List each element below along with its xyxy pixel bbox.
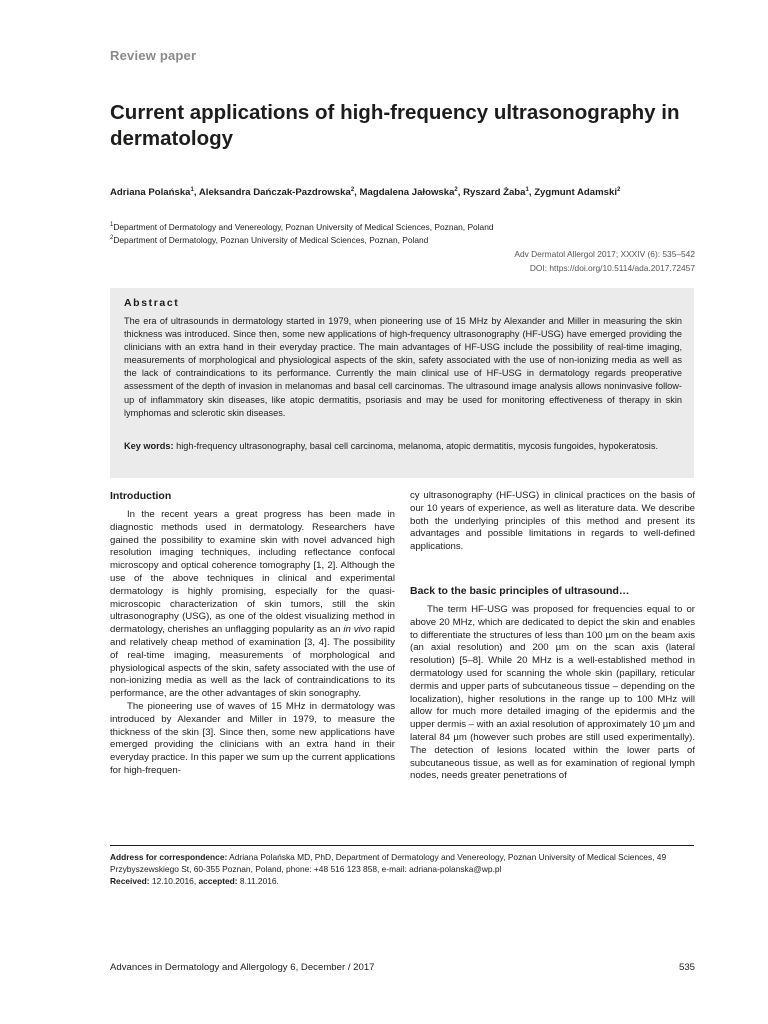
section-heading-principles: Back to the basic principles of ultrasound…	[410, 585, 630, 597]
footer-journal: Advances in Dermatology and Allergology 6, December / 2017	[110, 962, 375, 973]
paragraph-text: In the recent years a great progress has been made in diagnostic methods used in dermatology. Researchers have gained the possibility to examine skin with novel advanced high resolution imaging techniques, including reflectance confocal microscopy and optical coherence tomography [1, 2]. Although the use of the above techniques in clinical and experimental dermatology is highly promising, especially for the quasi-microscopic characterization of skin tumors, still the skin ultrasonography (USG), as one of the oldest visualizing method in dermatology, cherishes an unflagging popularity as an	[110, 509, 395, 636]
author-affiliation-mark: 2	[454, 186, 458, 193]
paragraph: cy ultrasonography (HF-USG) in clinical practices on the basis of our 10 years of experience, as well as literature data. We describe both the underlying principles of this method and present its advantages and possible limitations in regards to well-defined applications.	[410, 490, 695, 553]
affiliation	[110, 222, 494, 232]
affiliation	[110, 235, 428, 245]
author-name: Adriana Polańska	[110, 187, 191, 198]
doi-link[interactable]: DOI: https://doi.org/10.5114/ada.2017.72457	[529, 263, 695, 273]
keywords	[124, 440, 682, 453]
abstract-text: The era of ultrasounds in dermatology started in 1979, when pioneering use of 15 MHz by Alexander and Miller in measuring the skin thickness was introduced. Since then, some new applications of high-frequency ultrasonography (HF-USG) have emerged providing the clinicians with an extra hand in their everyday practice. The main advantages of HF-USG include the possibility of real-time imaging, measurements of morphological and physiological aspects of the skin, safety associated with the use of non-ionizing media as well as the lack of contraindications to its performance. Currently the main clinical use of HF-USG in dermatology regards preoperative assessment of the depth of invasion in melanomas and basal cell carcinomas. The ultrasound image analysis allows noninvasive follow-up of inflammatory skin diseases, like atopic dermatitis, psoriasis and may be used for monitoring effectiveness of therapy in skin lymphomas and sclerotic skin diseases.	[124, 316, 682, 418]
author-affiliation-mark: 2	[617, 186, 621, 193]
received-date: 12.10.2016,	[151, 876, 197, 886]
introduction-continuation	[410, 490, 695, 554]
accepted-date: 8.11.2016.	[239, 876, 279, 886]
introduction-body	[110, 509, 395, 778]
author-list: Adriana Polańska$^1$, Aleksandra Dańczak-Pazdrowska$^2$, Magdalena Jałowska$^2$, Ryszard Żaba$^1$, Zygmunt Adamski$^2$	[110, 186, 621, 198]
correspondence-block	[110, 851, 694, 887]
correspondence-text: Adriana Polańska MD, PhD, Department of Dermatology and Venereology, Poznan University of Medical Sciences, 49 Przybyszewskiego St, 60-355 Poznan, Poland, phone: +48 516 123 858, e-mail: adriana-polanska@wp.pl	[110, 852, 667, 874]
paragraph: The term HF-USG was proposed for frequencies equal to or above 20 MHz, which are dedicated to depict the skin and enables to differentiate the structures of less than 100 µm on the beam axis (an axial resolution) and 200 µm on the scan axis (lateral resolution) [5–8]. While 20 MHz is a well-established method in dermatology used for scanning the whole skin (papillary, reticular dermis and upper parts of subcutaneous tissue – depending on the localization), higher resolutions in the range up to 100 MHz will allow for much more detailed imaging of the epidermis and the upper dermis – with an axial resolution of approximately 10 µm and lateral 84 µm (however such probes are still used experimentally). The detection of lesions located within the lower parts of subcutaneous tissue, as well as for examination of regional lymph nodes, needs greater penetrations of	[410, 604, 695, 782]
article-title: Current applications of high-frequency ultrasonography in dermatology	[110, 101, 680, 150]
page-number: 535	[678, 962, 695, 973]
italic-text: in vivo	[343, 624, 371, 636]
author-affiliation-mark: 2	[350, 186, 355, 193]
affiliation-number: 2	[110, 235, 114, 242]
article-type-label: Review paper	[110, 48, 197, 63]
author-name: Magdalena Jałowska	[359, 187, 455, 198]
principles-body	[410, 604, 695, 783]
affiliation-text: Department of Dermatology, Poznan University of Medical Sciences, Poznan, Poland	[113, 235, 429, 245]
author-affiliation-mark: 1	[190, 186, 194, 193]
author-name: Zygmunt Adamski	[534, 187, 617, 198]
journal-citation: Adv Dermatol Allergol 2017; XXXIV (6): 535–542	[514, 249, 695, 259]
received-label: Received:	[110, 876, 150, 886]
paragraph-text: rapid and relatively cheap method of examination [3, 4]. The possibility of real-time imaging, measurements of morphological and physiological aspects of the skin, safety associated with the use of non-ionizing media as well as the lack of contraindications to its performance, are the other advantages of skin sonography.	[110, 624, 395, 700]
author-affiliation-mark: 1	[525, 186, 529, 193]
keywords-label: Key words:	[124, 441, 174, 451]
author-name: Aleksandra Dańczak-Pazdrowska	[198, 187, 351, 198]
paragraph: The pioneering use of waves of 15 MHz in dermatology was introduced by Alexander and Miller in 1979, to measure the thickness of the skin [3]. Since then, some new applications have emerged providing the clinicians with an extra hand in their everyday practice. In this paper we sum up the current applications for high-frequen-	[110, 700, 395, 776]
affiliation-text: Department of Dermatology and Venereology, Poznan University of Medical Sciences, Poznan, Poland	[113, 222, 494, 232]
correspondence-label: Address for correspondence:	[110, 852, 228, 862]
accepted-label: accepted:	[198, 876, 238, 886]
affiliation-number: 1	[110, 222, 114, 229]
section-heading-introduction: Introduction	[110, 490, 172, 502]
footnote-divider	[110, 845, 694, 846]
author-name: Ryszard Żaba	[463, 187, 526, 198]
abstract-heading: Abstract	[124, 297, 180, 309]
paragraph	[110, 509, 395, 701]
keywords-text: high-frequency ultrasonography, basal cell carcinoma, melanoma, atopic dermatitis, mycosis fungoides, hypokeratosis.	[176, 441, 658, 451]
